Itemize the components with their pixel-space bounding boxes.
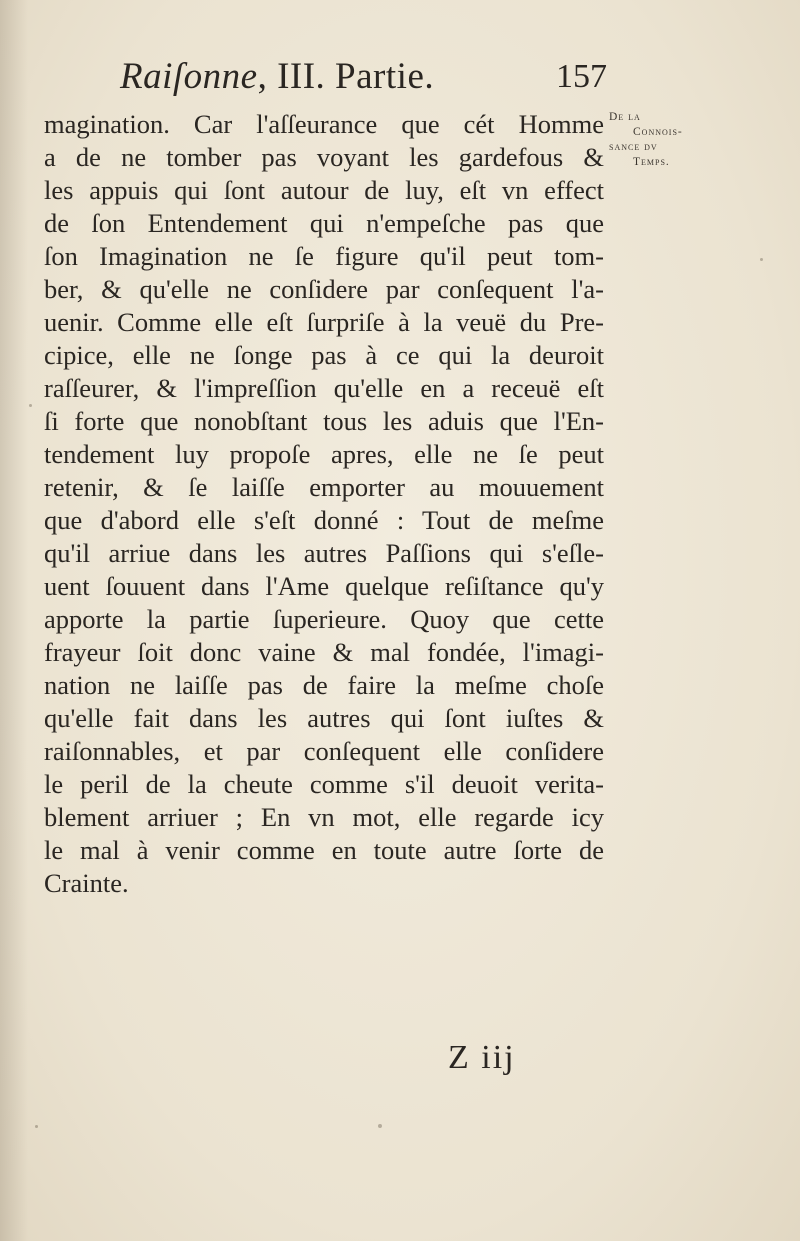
gutter-shadow xyxy=(0,0,28,1241)
text-line: les appuis qui ſont autour de luy, eſt vn effect xyxy=(44,175,604,205)
text-line: apporte la partie ſuperieure. Quoy que cette xyxy=(44,604,604,634)
margin-note-line: Temps. xyxy=(633,156,670,168)
paper-speck xyxy=(760,258,763,261)
running-head-rest: , III. Partie. xyxy=(257,56,435,97)
body-text xyxy=(44,108,604,900)
text-line: blement arriuer ; En vn mot, elle regarde icy xyxy=(44,802,604,832)
text-line: raiſonnables, et par conſequent elle conſidere xyxy=(44,736,604,766)
text-line: le peril de la cheute comme s'il deuoit verita- xyxy=(44,769,604,799)
text-line: tendement luy propoſe apres, elle ne ſe peut xyxy=(44,439,604,469)
page-header xyxy=(112,52,607,102)
text-line: qu'elle fait dans les autres qui ſont iuſtes & xyxy=(44,703,604,733)
text-line: nation ne laiſſe pas de faire la meſme choſe xyxy=(44,670,604,700)
text-line: a de ne tomber pas voyant les gardefous & xyxy=(44,142,604,172)
text-line: Crainte. xyxy=(44,868,129,898)
text-line: uent ſouuent dans l'Ame quelque reſiſtance qu'y xyxy=(44,571,604,601)
text-line: cipice, elle ne ſonge pas à ce qui la deuroit xyxy=(44,340,604,370)
running-head-italic: Raiſonne xyxy=(120,56,258,97)
text-line: qu'il arriue dans les autres Paſſions qui s'eſle- xyxy=(44,538,604,568)
text-line: de ſon Entendement qui n'empeſche pas que xyxy=(44,208,604,238)
margin-note xyxy=(609,110,691,170)
margin-note-line: sance dv xyxy=(609,141,658,153)
text-line: ſon Imagination ne ſe figure qu'il peut tom- xyxy=(44,241,604,271)
paper-speck xyxy=(378,1124,382,1128)
paper-speck xyxy=(35,1125,38,1128)
paper-speck xyxy=(29,404,32,407)
signature-mark: Z iij xyxy=(448,1039,516,1076)
text-line: ſi forte que nonobſtant tous les aduis que l'En- xyxy=(44,406,604,436)
text-line: frayeur ſoit donc vaine & mal fondée, l'imagi- xyxy=(44,637,604,667)
text-line: ber, & qu'elle ne conſidere par conſequent l'a- xyxy=(44,274,604,304)
text-line: que d'abord elle s'eſt donné : Tout de meſme xyxy=(44,505,604,535)
text-line: magination. Car l'aſſeurance que cét Homme xyxy=(44,109,604,139)
text-line: raſſeurer, & l'impreſſion qu'elle en a receuë eſt xyxy=(44,373,604,403)
margin-note-line: De la xyxy=(609,111,641,123)
margin-note-line: Connois- xyxy=(633,126,683,138)
page-number: 157 xyxy=(556,58,607,95)
running-head xyxy=(120,52,434,102)
text-line: uenir. Comme elle eſt ſurpriſe à la veuë du Pre- xyxy=(44,307,604,337)
text-line: retenir, & ſe laiſſe emporter au mouuement xyxy=(44,472,604,502)
text-line: le mal à venir comme en toute autre ſorte de xyxy=(44,835,604,865)
